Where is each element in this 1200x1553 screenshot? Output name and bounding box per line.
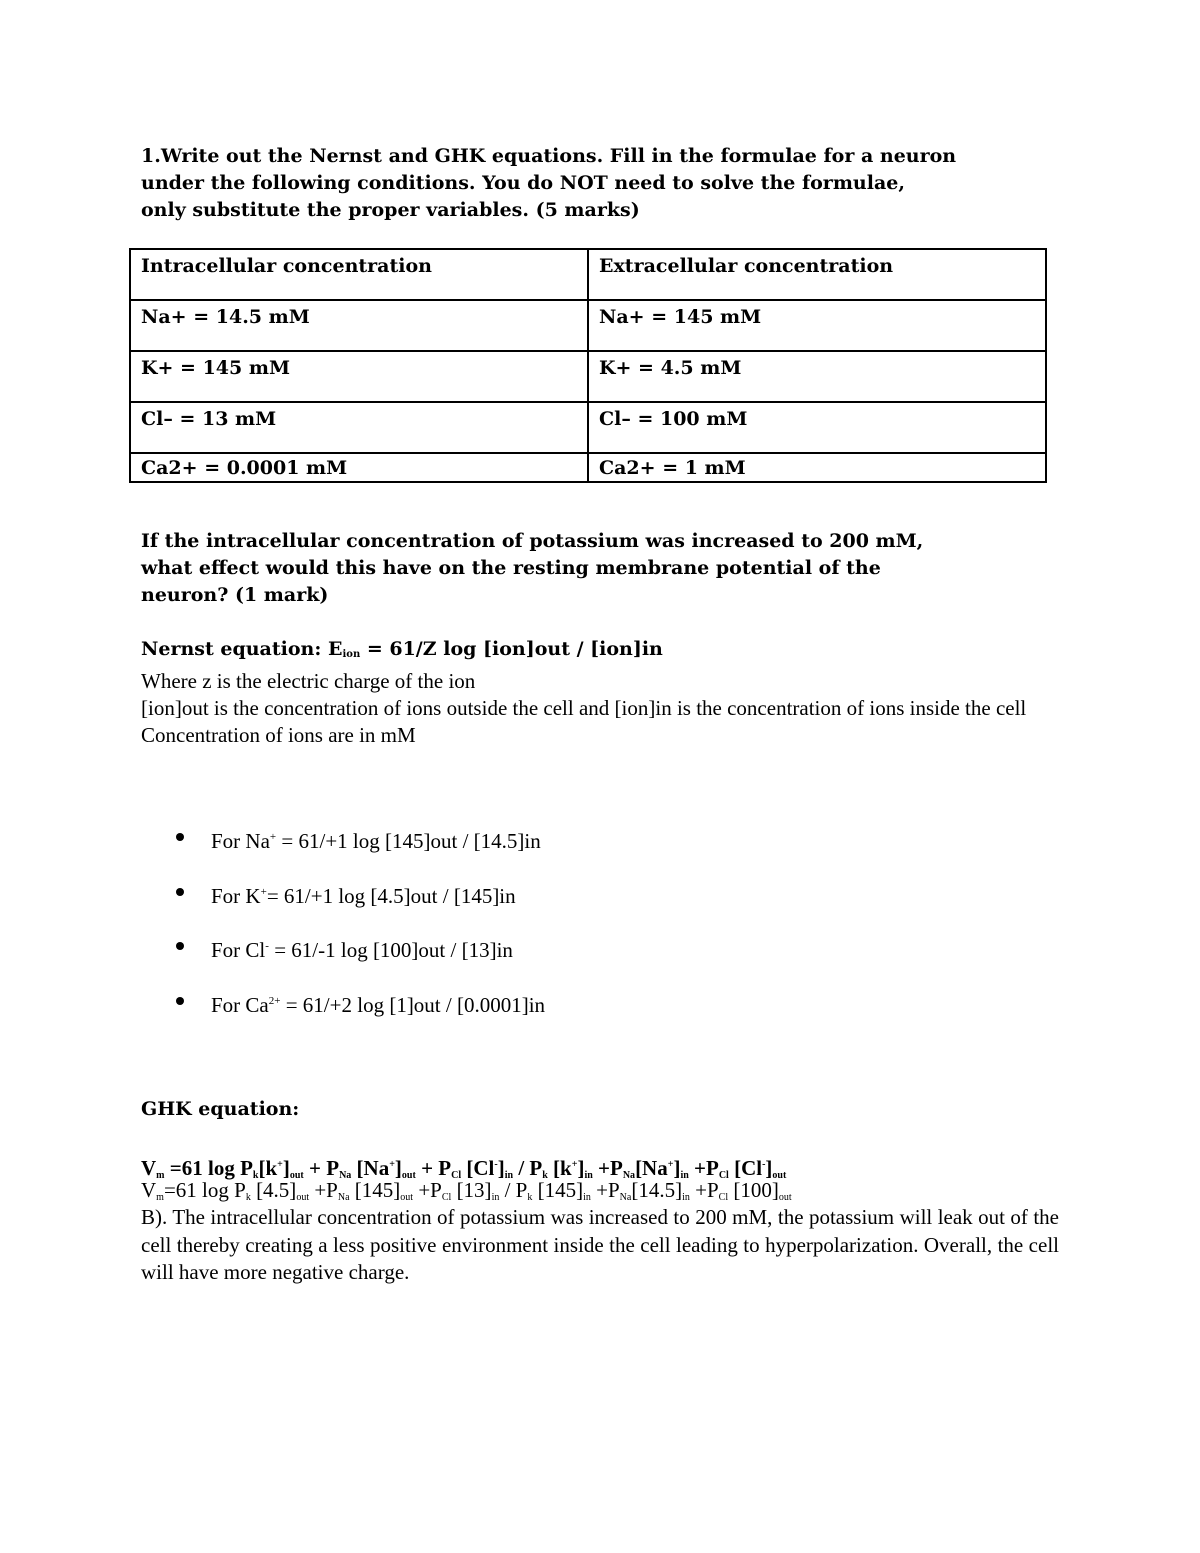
bullet-text: For K xyxy=(211,883,261,908)
formula-sub: Na xyxy=(337,1192,350,1203)
formula-part: =61 log P xyxy=(164,1156,253,1180)
formula-sub: k xyxy=(245,1192,251,1203)
table-cell: Ca2+ = 0.0001 mM xyxy=(130,453,588,482)
formula-part: [13] xyxy=(451,1178,492,1202)
list-item xyxy=(141,931,545,986)
table-row xyxy=(130,300,1046,351)
formula-part: ] xyxy=(394,1156,402,1180)
formula-part: [100] xyxy=(728,1178,779,1202)
formula-sub: k xyxy=(252,1170,259,1181)
formula-part: [Na xyxy=(635,1156,668,1180)
bullet-text: = 61/+2 log [1]out / [0.0001]in xyxy=(280,992,546,1017)
formula-sub: in xyxy=(491,1192,500,1203)
formula-sub: k xyxy=(542,1170,548,1181)
formula-part: [Na xyxy=(351,1156,390,1180)
formula-part: +P xyxy=(689,1178,719,1202)
question-line: what effect would this have on the resting membrane potential of the xyxy=(141,557,881,579)
bullet-sup: + xyxy=(269,831,277,843)
formula-sup: + xyxy=(389,1159,395,1170)
question-line: under the following conditions. You do NOT need to solve the formulae, xyxy=(141,172,905,194)
table-header-cell: Intracellular concentration xyxy=(130,249,588,300)
formula-part: [Cl xyxy=(728,1156,763,1180)
list-item xyxy=(141,822,545,877)
question-2 xyxy=(141,528,1041,609)
formula-part: [145] xyxy=(532,1178,584,1202)
formula-sub: out xyxy=(401,1170,416,1181)
formula-sub: Cl xyxy=(718,1170,729,1181)
question-line: If the intracellular concentration of potassium was increased to 200 mM, xyxy=(141,530,924,552)
formula-part: [4.5] xyxy=(250,1178,297,1202)
formula-part: +P xyxy=(590,1178,620,1202)
table-cell: Ca2+ = 1 mM xyxy=(588,453,1046,482)
list-item xyxy=(141,986,545,1041)
formula-sub: out xyxy=(296,1192,310,1203)
formula-part: +P xyxy=(688,1156,719,1180)
nernst-section xyxy=(141,636,1061,749)
question-line: only substitute the proper variables. (5 marks) xyxy=(141,199,640,221)
bullet-text: = 61/-1 log [100]out / [13]in xyxy=(268,938,513,962)
bullet-text: For Na xyxy=(211,829,270,853)
list-item xyxy=(141,877,545,932)
question-line: neuron? (1 mark) xyxy=(141,584,329,606)
formula-sup: - xyxy=(494,1159,498,1170)
bullet-icon xyxy=(176,888,184,896)
bullet-sup: 2+ xyxy=(268,994,281,1007)
formula-sub: Na xyxy=(339,1170,352,1181)
bullet-icon xyxy=(176,997,184,1005)
formula-sub: k xyxy=(527,1192,533,1203)
nernst-subscript: ion xyxy=(342,649,361,660)
nernst-note: Concentration of ions are in mM xyxy=(141,723,416,747)
table-cell: Cl– = 13 mM xyxy=(130,402,588,453)
formula-part: ] xyxy=(577,1156,585,1180)
formula-sub: Cl xyxy=(441,1192,452,1203)
formula-part: [k xyxy=(258,1156,278,1180)
table-row xyxy=(130,453,1046,482)
formula-part: ] xyxy=(497,1156,505,1180)
formula-part: V xyxy=(141,1156,157,1180)
formula-sub: in xyxy=(583,1192,591,1203)
table-row xyxy=(130,402,1046,453)
formula-sup: + xyxy=(277,1159,283,1170)
formula-part: [14.5] xyxy=(631,1178,683,1202)
formula-part: / P xyxy=(513,1156,543,1180)
bullet-text: For Cl xyxy=(211,938,266,962)
formula-sub: in xyxy=(584,1170,593,1181)
formula-sup: + xyxy=(667,1159,674,1170)
formula-sub: in xyxy=(680,1170,689,1181)
formula-part: +P xyxy=(413,1178,442,1202)
formula-sub: m xyxy=(156,1170,165,1181)
question-line: 1.Write out the Nernst and GHK equations. Fill in the formulae for a neuron xyxy=(141,145,957,167)
formula-sub: Na xyxy=(622,1170,636,1181)
nernst-note: Where z is the electric charge of the ion xyxy=(141,669,476,693)
formula-sub: out xyxy=(289,1170,304,1181)
formula-sub: out xyxy=(400,1192,414,1203)
formula-part: V xyxy=(141,1178,157,1202)
bullet-sup: - xyxy=(265,940,269,952)
nernst-heading xyxy=(141,636,1061,668)
formula-part: ] xyxy=(282,1156,290,1180)
table-row xyxy=(130,351,1046,402)
formula-sub: in xyxy=(504,1170,514,1181)
bullet-sup: + xyxy=(260,885,267,898)
nernst-formula: = 61/Z log [ion]out / [ion]in xyxy=(360,638,663,660)
formula-part: [145] xyxy=(349,1178,401,1202)
formula-part: ] xyxy=(673,1156,681,1180)
formula-sub: Na xyxy=(619,1192,632,1203)
table-cell: Na+ = 145 mM xyxy=(588,300,1046,351)
table-cell: K+ = 4.5 mM xyxy=(588,351,1046,402)
bullet-text: = 61/+1 log [145]out / [14.5]in xyxy=(276,829,541,853)
formula-part: +P xyxy=(309,1178,338,1202)
bullet-text: For Ca xyxy=(211,992,269,1017)
table-header-row xyxy=(130,249,1046,300)
ghk-heading: GHK equation: xyxy=(141,1098,300,1120)
formula-sub: Cl xyxy=(451,1170,462,1181)
answer-paragraph: B). The intracellular concentration of potassium was increased to 200 mM, the potassium will leak out of the cell thereby creating a less positive environment inside the cell leading to hyperpolarization. Overall, the cell will have more negative charge. xyxy=(141,1205,1059,1284)
formula-sub: m xyxy=(156,1192,164,1203)
bullet-icon xyxy=(176,833,184,841)
nernst-bullet-list xyxy=(141,822,545,1040)
formula-sup: + xyxy=(571,1159,578,1170)
bullet-icon xyxy=(176,942,184,950)
formula-sub: Cl xyxy=(718,1192,729,1203)
table-cell: Na+ = 14.5 mM xyxy=(130,300,588,351)
bullet-text: = 61/+1 log [4.5]out / [145]in xyxy=(266,883,516,908)
table-header-cell: Extracellular concentration xyxy=(588,249,1046,300)
formula-part: + P xyxy=(415,1156,452,1180)
formula-part: +P xyxy=(592,1156,623,1180)
table-cell: K+ = 145 mM xyxy=(130,351,588,402)
formula-part: + P xyxy=(303,1156,340,1180)
formula-sub: in xyxy=(682,1192,690,1203)
formula-part: =61 log P xyxy=(163,1178,246,1202)
formula-sup: - xyxy=(762,1159,766,1170)
nernst-label: Nernst equation: E xyxy=(141,638,343,660)
formula-part: [k xyxy=(547,1156,572,1180)
formula-part: / P xyxy=(499,1178,528,1202)
formula-sub: out xyxy=(772,1170,787,1181)
formula-part: ] xyxy=(765,1156,773,1180)
question-1 xyxy=(141,143,1041,224)
nernst-note: [ion]out is the concentration of ions outside the cell and [ion]in is the concentration of ions inside the cell xyxy=(141,696,1027,720)
concentration-table xyxy=(129,248,1047,483)
formula-sub: out xyxy=(778,1192,792,1203)
table-cell: Cl– = 100 mM xyxy=(588,402,1046,453)
formula-part: [Cl xyxy=(461,1156,495,1180)
